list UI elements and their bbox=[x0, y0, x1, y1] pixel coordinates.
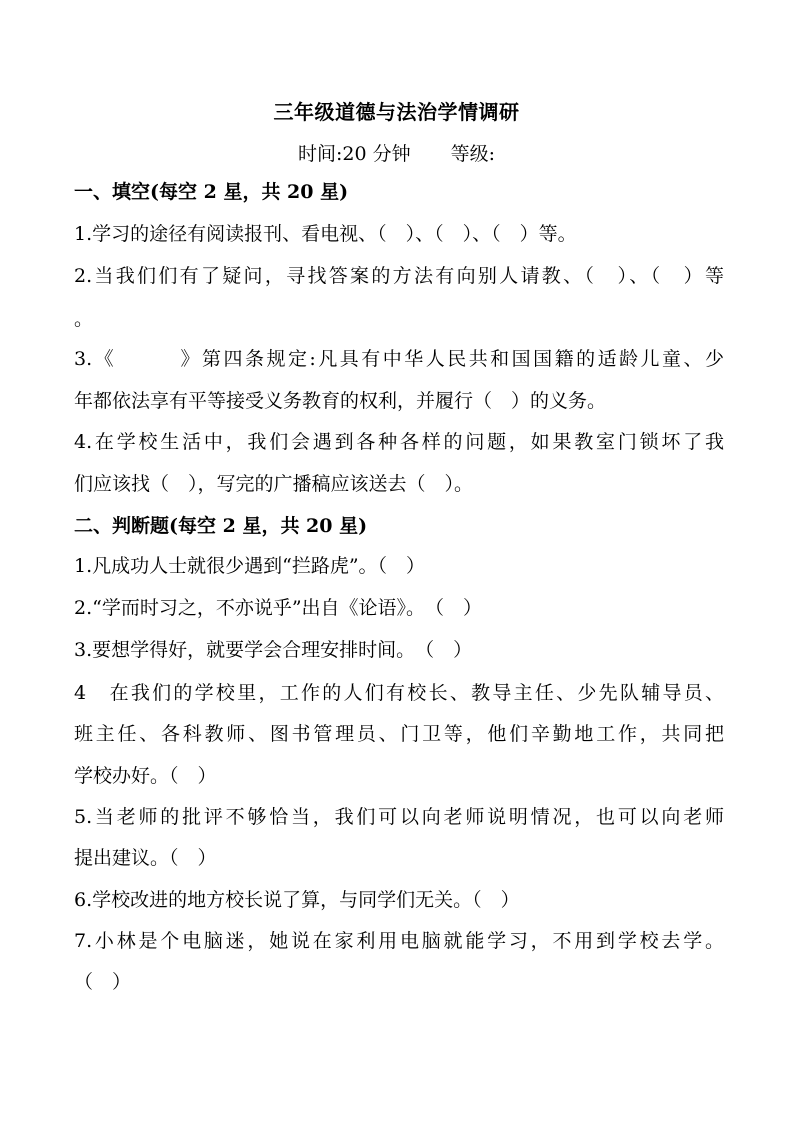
question-line: （ ） bbox=[74, 971, 132, 993]
exam-meta bbox=[0, 139, 793, 166]
question-line: 学校办好。（ ） bbox=[74, 765, 217, 787]
section1-heading: 一、填空(每空 2 星，共 20 星) bbox=[74, 181, 349, 203]
time-label: 时间:20 分钟 bbox=[297, 143, 411, 165]
question-line: 4 在我们的学校里，工作的人们有校长、教导主任、少先队辅导员、 bbox=[74, 682, 724, 704]
page-title: 三年级道德与法治学情调研 bbox=[273, 100, 520, 124]
question-line: 3.《 》第四条规定:凡具有中华人民共和国国籍的适龄儿童、少 bbox=[74, 348, 724, 370]
grade-label: 等级: bbox=[450, 143, 496, 165]
question-line: 们应该找（ ），写完的广播稿应该送去（ ）。 bbox=[74, 473, 474, 495]
question-line: 2.“学而时习之，不亦说乎”出自《论语》。 （ ） bbox=[74, 597, 483, 619]
question-line: 1.学习的途径有阅读报刊、看电视、（ ）、（ ）、（ ）等。 bbox=[74, 223, 577, 245]
question-line: 2.当我们们有了疑问，寻找答案的方法有向别人请教、（ ）、（ ）等 bbox=[74, 265, 724, 287]
section2-heading: 二、判断题(每空 2 星，共 20 星) bbox=[74, 515, 368, 537]
question-line: 年都依法享有平等接受义务教育的权利，并履行（ ）的义务。 bbox=[74, 390, 607, 412]
question-line: 3.要想学得好，就要学会合理安排时间。 （ ） bbox=[74, 639, 473, 661]
question-line: 班主任、各科教师、图书管理员、门卫等，他们辛勤地工作，共同把 bbox=[74, 723, 724, 745]
question-line: 6.学校改进的地方校长说了算，与同学们无关。（ ） bbox=[74, 889, 520, 911]
question-line: 提出建议。（ ） bbox=[74, 847, 217, 869]
question-line: 7.小林是个电脑迷，她说在家利用电脑就能学习，不用到学校去学。 bbox=[74, 930, 724, 952]
question-line: 。 bbox=[74, 308, 94, 330]
question-line: 4.在学校生活中，我们会遇到各种各样的问题，如果教室门锁坏了我 bbox=[74, 431, 724, 453]
question-line: 5.当老师的批评不够恰当，我们可以向老师说明情况，也可以向老师 bbox=[74, 806, 724, 828]
question-line: 1.凡成功人士就很少遇到“拦路虎”。（ ） bbox=[74, 555, 426, 577]
